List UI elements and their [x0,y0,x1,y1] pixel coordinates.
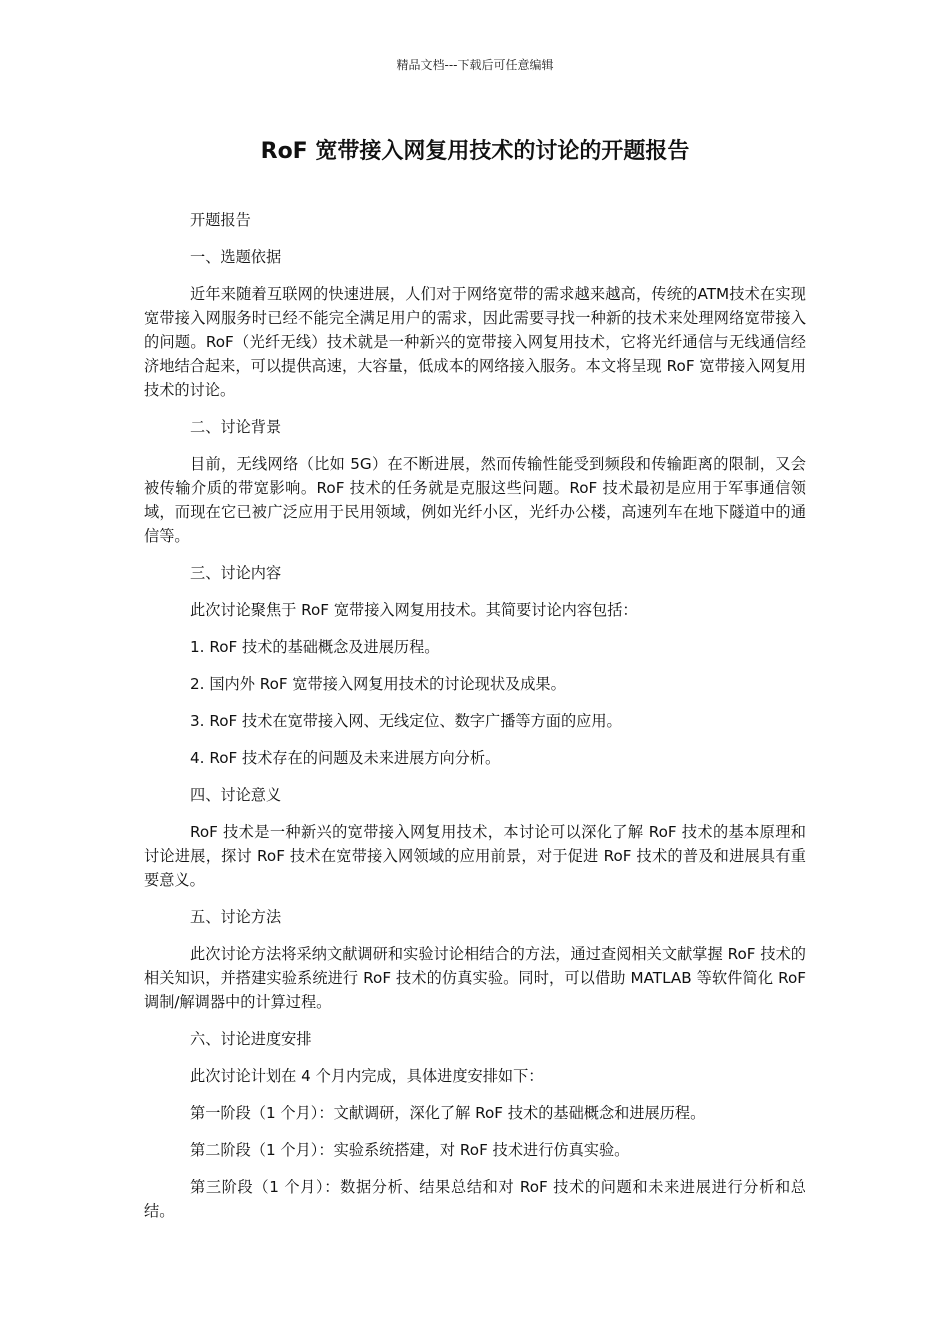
section-paragraph: 此次讨论计划在 4 个月内完成，具体进度安排如下： [190,1067,544,1085]
list-item: 1. RoF 技术的基础概念及进展历程。 [190,638,440,656]
document-title: RoF 宽带接入网复用技术的讨论的开题报告 [260,139,690,164]
section-paragraph: 此次讨论方法将采纳文献调研和实验讨论相结合的方法，通过查阅相关文献掌握 RoF 技术的相关知识，并搭建实验系统进行 RoF 技术的仿真实验。同时，可以借助 MATLAB 等软件简化 RoF 调制/解调器中的计算过程。 [144,945,806,1011]
section-heading-content: 三、讨论内容 [190,564,282,582]
section-heading-background: 二、讨论背景 [190,418,282,436]
section-paragraph: RoF 技术是一种新兴的宽带接入网复用技术，本讨论可以深化了解 RoF 技术的基本原理和讨论进展，探讨 RoF 技术在宽带接入网领域的应用前景，对于促进 RoF 技术的普及和进展具有重要意义。 [144,823,806,889]
schedule-item: 第二阶段（1 个月）：实验系统搭建，对 RoF 技术进行仿真实验。 [190,1141,630,1159]
schedule-item: 第一阶段（1 个月）：文献调研，深化了解 RoF 技术的基础概念和进展历程。 [190,1104,706,1122]
list-item: 2. 国内外 RoF 宽带接入网复用技术的讨论现状及成果。 [190,675,566,693]
list-item: 4. RoF 技术存在的问题及未来进展方向分析。 [190,749,501,767]
section-heading-basis: 一、选题依据 [190,248,282,266]
schedule-item: 第三阶段（1 个月）：数据分析、结果总结和对 RoF 技术的问题和未来进展进行分析和总结。 [144,1178,806,1220]
section-paragraph: 此次讨论聚焦于 RoF 宽带接入网复用技术。其简要讨论内容包括： [190,601,638,619]
section-heading-significance: 四、讨论意义 [190,786,282,804]
running-header: 精品文档---下载后可任意编辑 [396,58,554,72]
section-heading-schedule: 六、讨论进度安排 [190,1030,312,1048]
section-paragraph: 目前，无线网络（比如 5G）在不断进展，然而传输性能受到频段和传输距离的限制，又会被传输介质的带宽影响。RoF 技术的任务就是克服这些问题。RoF 技术最初是应用于军事通信领域，而现在它已被广泛应用于民用领域，例如光纤小区，光纤办公楼，高速列车在地下隧道中的通信等。 [144,455,806,545]
section-paragraph: 近年来随着互联网的快速进展，人们对于网络宽带的需求越来越高，传统的ATM技术在实现宽带接入网服务时已经不能完全满足用户的需求，因此需要寻找一种新的技术来处理网络宽带接入的问题。RoF（光纤无线）技术就是一种新兴的宽带接入网复用技术，它将光纤通信与无线通信经济地结合起来，可以提供高速，大容量，低成本的网络接入服务。本文将呈现 RoF 宽带接入网复用技术的讨论。 [144,285,806,399]
section-heading-method: 五、讨论方法 [190,908,282,926]
document-body [144,208,806,1236]
report-label: 开题报告 [190,211,251,229]
list-item: 3. RoF 技术在宽带接入网、无线定位、数字广播等方面的应用。 [190,712,622,730]
